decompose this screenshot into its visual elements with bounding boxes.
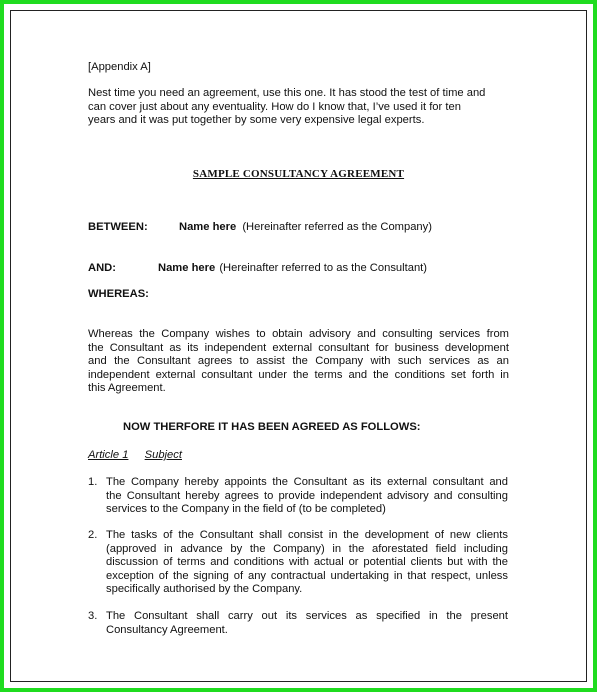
clause-1 <box>106 476 508 517</box>
whereas-paragraph <box>88 328 509 396</box>
clause-line: The Company hereby appoints the Consultant as its external consultant and <box>106 476 508 488</box>
article-subject: Subject <box>144 449 182 461</box>
clause-line: (approved in advance by the Company) in the aforestated field including <box>106 542 508 555</box>
agreed-heading: NOW THERFORE IT HAS BEEN AGREED AS FOLLOWS: <box>123 421 421 433</box>
and-name: Name here <box>158 262 216 274</box>
and-party <box>158 262 427 276</box>
between-label: BETWEEN: <box>88 221 148 233</box>
article-heading <box>88 449 182 463</box>
whereas-line: independent external consultant under the terms and the conditions set forth in <box>88 368 509 381</box>
intro-line: years and it was put together by some very expensive legal experts. <box>88 114 425 126</box>
and-desc: (Hereinafter referred to as the Consultant) <box>219 262 428 274</box>
between-desc: (Hereinafter referred as the Company) <box>242 221 432 233</box>
clause-number: 1. <box>88 476 98 488</box>
clause-line: the Consultant hereby agrees to provide independent advisory and consulting <box>106 489 508 502</box>
between-party <box>179 221 432 235</box>
clause-line: Consultancy Agreement. <box>106 623 228 636</box>
clause-3 <box>106 610 508 637</box>
agreement-title: SAMPLE CONSULTANCY AGREEMENT <box>192 168 405 180</box>
clause-line: discussion of terms and conditions with actual or potential clients but with the <box>106 556 508 568</box>
clause-line: The Consultant shall carry out its services as specified in the present <box>106 610 508 622</box>
whereas-line: and the Consultant agrees to assist the Company with such services as an <box>88 355 509 367</box>
clause-2 <box>106 529 508 597</box>
intro-paragraph <box>88 87 506 128</box>
article-number: Article 1 <box>88 449 129 461</box>
between-name: Name here <box>179 221 237 233</box>
whereas-label: WHEREAS: <box>88 288 149 300</box>
and-label: AND: <box>88 262 116 274</box>
clause-line: specifically authorised by the Company. <box>106 583 303 595</box>
whereas-line: this Agreement. <box>88 382 166 394</box>
clause-line: services to the Company in the field of (to be completed) <box>106 503 386 515</box>
intro-line: Nest time you need an agreement, use this one. It has stood the test of time and <box>88 87 486 99</box>
clause-number: 3. <box>88 610 98 622</box>
appendix-label: [Appendix A] <box>88 61 151 73</box>
clause-line: The tasks of the Consultant shall consist in the development of new clients <box>106 529 508 541</box>
whereas-line: the Consultant as its independent external consultant for business development <box>88 341 509 354</box>
clause-line: exception of the signing of any contractual undertaking in that respect, unless <box>106 569 508 582</box>
whereas-line: Whereas the Company wishes to obtain advisory and consulting services from <box>88 328 509 340</box>
clause-number: 2. <box>88 529 98 541</box>
intro-line: can cover just about any eventuality. How do I know that, I’ve used it for ten <box>88 100 461 113</box>
